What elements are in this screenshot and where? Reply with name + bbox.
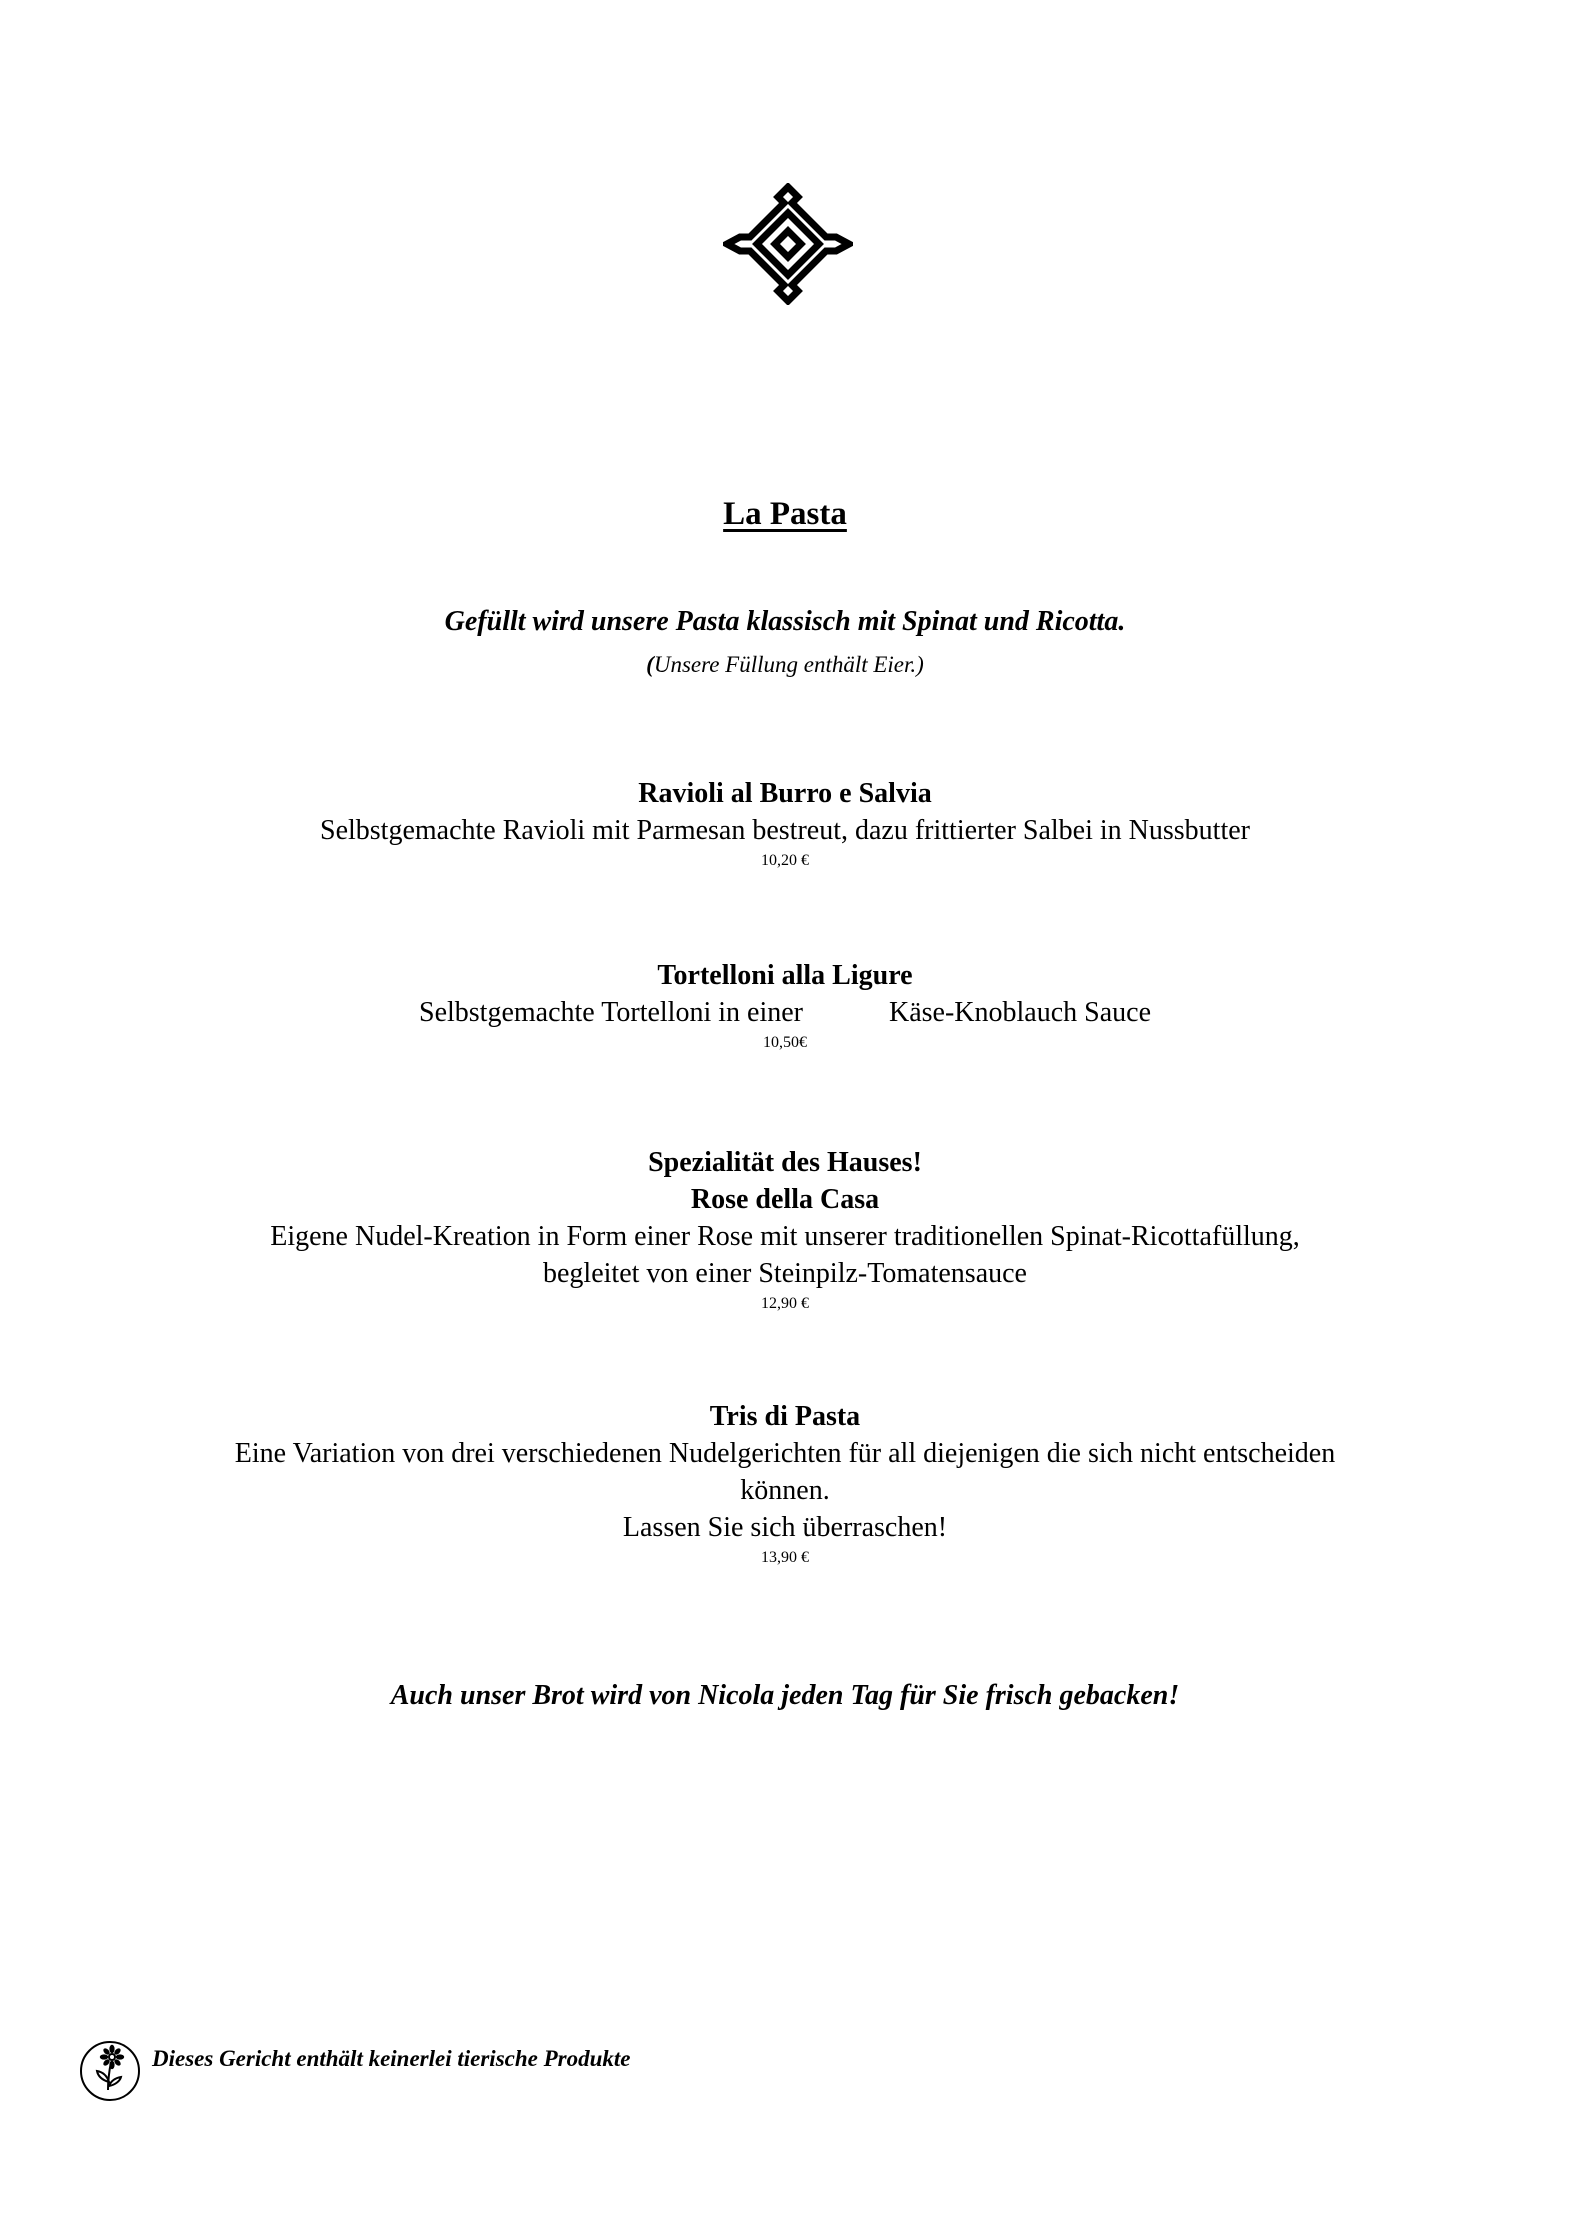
- dish-description: [0, 994, 1570, 1031]
- dish-name: Ravioli al Burro e Salvia: [638, 778, 932, 809]
- dish-description-line1: Eigene Nudel-Kreation in Form einer Rose mit unserer traditionellen Spinat-Ricottafüllung,: [270, 1221, 1300, 1252]
- dish-name: Tortelloni alla Ligure: [657, 960, 913, 991]
- diamond-knot-logo-icon: [723, 183, 853, 305]
- intro-text: Gefüllt wird unsere Pasta klassisch mit Spinat und Ricotta.: [444, 606, 1126, 637]
- dish-price: 13,90 €: [761, 1549, 809, 1566]
- dish-description-line3: Lassen Sie sich überraschen!: [622, 1512, 948, 1543]
- closing-note: Auch unser Brot wird von Nicola jeden Tag für Sie frisch gebacken!: [390, 1680, 1180, 1711]
- dish-description-part2: Käse-Knoblauch Sauce: [888, 997, 1151, 1028]
- dish-description-part1: Selbstgemachte Tortelloni in einer: [419, 997, 803, 1028]
- dish-description: Selbstgemachte Ravioli mit Parmesan bestreut, dazu frittierter Salbei in Nussbutter: [320, 815, 1250, 846]
- menu-item-tortelloni: [0, 957, 1570, 1053]
- dish-price: 12,90 €: [761, 1295, 809, 1312]
- menu-item-ravioli: [0, 775, 1570, 871]
- allergen-open-paren: (: [646, 652, 654, 677]
- allergen-note: [0, 652, 1570, 678]
- dish-name: Tris di Pasta: [709, 1401, 861, 1432]
- footer-legend: [78, 2038, 631, 2104]
- vegan-flower-icon: [78, 2038, 142, 2104]
- allergen-note-text: Unsere Füllung enthält Eier.): [653, 652, 924, 677]
- dish-price: 10,50€: [763, 1034, 807, 1051]
- menu-item-rose-della-casa: [0, 1144, 1570, 1314]
- page-title: La Pasta: [723, 496, 847, 532]
- menu-item-tris-di-pasta: [0, 1398, 1570, 1568]
- dish-name: Rose della Casa: [690, 1184, 880, 1215]
- vegan-legend-text: Dieses Gericht enthält keinerlei tierische Produkte: [152, 2046, 631, 2071]
- dish-tagline: Spezialität des Hauses!: [648, 1147, 922, 1178]
- dish-description-line2: begleitet von einer Steinpilz-Tomatensauce: [543, 1258, 1027, 1289]
- dish-description-line2: können.: [740, 1475, 830, 1506]
- dish-description-line1: Eine Variation von drei verschiedenen Nudelgerichten für all diejenigen die sich nicht entscheiden: [234, 1438, 1336, 1469]
- dish-price: 10,20 €: [761, 852, 809, 869]
